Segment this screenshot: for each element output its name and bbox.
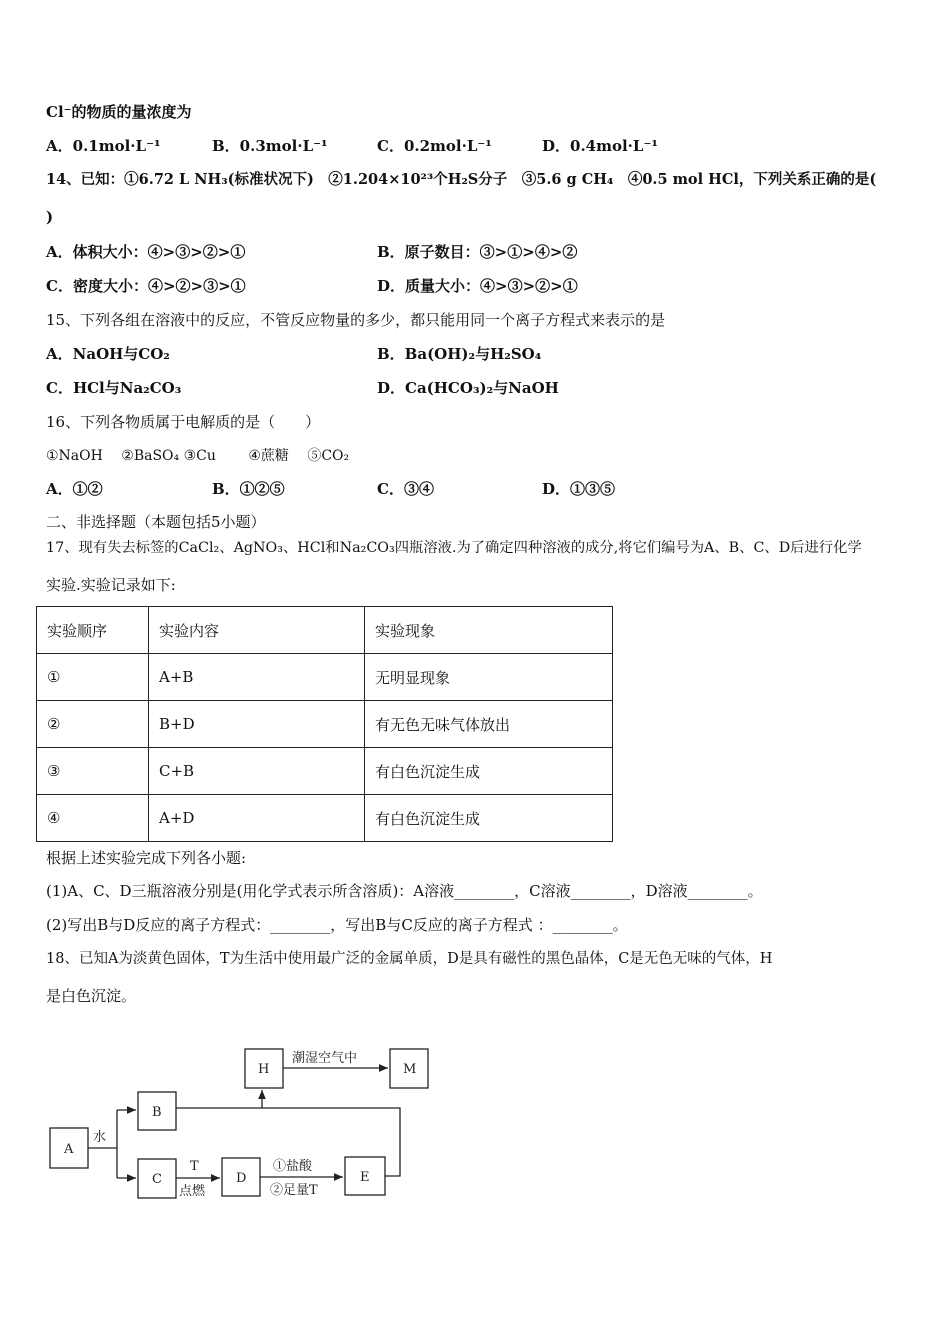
label-water: 水 — [93, 1130, 107, 1145]
cell: 有无色无味气体放出 — [365, 701, 613, 748]
q13-option-c: C．0.2mol·L⁻¹ — [377, 137, 492, 155]
q14-option-c: C．密度大小：④>②>③>① — [46, 277, 246, 295]
q14-option-d: D．质量大小：④>③>②>① — [377, 277, 578, 295]
q14-option-b: B．原子数目：③>①>④>② — [377, 243, 578, 261]
q16-option-d: D．①③⑤ — [542, 480, 616, 498]
q17-intro: 根据上述实验完成下列各小题: — [46, 849, 247, 867]
q13-option-d: D．0.4mol·L⁻¹ — [542, 137, 658, 155]
node-c: C — [152, 1172, 162, 1187]
q16-stem: 16、下列各物质属于电解质的是（ ） — [46, 413, 321, 431]
cell: ④ — [37, 795, 149, 842]
q15-stem: 15、下列各组在溶液中的反应，不管反应物量的多少，都只能用同一个离子方程式来表示的是 — [46, 311, 666, 329]
q14-stem-end: ) — [46, 208, 54, 226]
node-a: A — [64, 1142, 74, 1157]
q13-option-a: A．0.1mol·L⁻¹ — [46, 137, 161, 155]
q18-stem-line2: 是白色沉淀。 — [46, 987, 137, 1005]
node-e: E — [360, 1170, 370, 1185]
q16-option-c: C．③④ — [377, 480, 434, 498]
q17-sub1: (1)A、C、D三瓶溶液分别是(用化学式表示所含溶质)：A溶液________，C溶液________，D溶液________。 — [46, 882, 763, 900]
header-cell: 实验现象 — [365, 607, 613, 654]
q14-stem: 14、已知：①6.72 L NH₃(标准状况下) ②1.204×10²³个H₂S分子 ③5.6 g CH₄ ④0.5 mol HCl，下列关系正确的是( — [46, 171, 877, 188]
q18-stem-line1: 18、已知A为淡黄色固体，T为生活中使用最广泛的金属单质，D是具有磁性的黑色晶体，C是无色无味的气体，H — [46, 951, 773, 967]
cell: 有白色沉淀生成 — [365, 795, 613, 842]
q17-sub2: (2)写出B与D反应的离子方程式：________，写出B与C反应的离子方程式 ：________。 — [46, 916, 628, 934]
q15-option-b: B．Ba(OH)₂与H₂SO₄ — [377, 345, 542, 363]
q17-stem-line1: 17、现有失去标签的CaCl₂、AgNO₃、HCl和Na₂CO₃四瓶溶液.为了确定四种溶液的成分,将它们编号为A、B、C、D后进行化学 — [46, 540, 862, 556]
q16-items: ①NaOH ②BaSO₄ ③Cu ④蔗糖 ⑤CO₂ — [46, 448, 350, 464]
cell: ② — [37, 701, 149, 748]
q15-option-d: D．Ca(HCO₃)₂与NaOH — [377, 379, 559, 397]
q14-option-a: A．体积大小：④>③>②>① — [46, 243, 246, 261]
q15-option-a: A．NaOH与CO₂ — [46, 345, 170, 363]
label-hcl: ①盐酸 — [273, 1159, 313, 1174]
label-t: T — [190, 1159, 199, 1174]
label-moist-air: 潮湿空气中 — [292, 1051, 358, 1066]
q13-stem: Cl⁻的物质的量浓度为 — [46, 103, 192, 121]
q17-stem-line2: 实验.实验记录如下: — [46, 576, 176, 594]
cell: ③ — [37, 748, 149, 795]
header-cell: 实验内容 — [149, 607, 365, 654]
cell: ① — [37, 654, 149, 701]
label-excess-t: ②足量T — [270, 1183, 318, 1198]
node-h: H — [258, 1062, 270, 1077]
cell: C+B — [149, 748, 365, 795]
section-heading: 二、非选择题（本题包括5小题） — [46, 513, 266, 531]
cell: 有白色沉淀生成 — [365, 748, 613, 795]
cell: A+D — [149, 795, 365, 842]
label-ignite: 点燃 — [179, 1184, 206, 1199]
header-cell: 实验顺序 — [37, 607, 149, 654]
q15-option-c: C．HCl与Na₂CO₃ — [46, 379, 182, 397]
q13-option-b: B．0.3mol·L⁻¹ — [212, 137, 328, 155]
node-d: D — [236, 1171, 247, 1186]
cell: B+D — [149, 701, 365, 748]
node-b: B — [152, 1105, 162, 1120]
cell: 无明显现象 — [365, 654, 613, 701]
cell: A+B — [149, 654, 365, 701]
node-m: M — [403, 1062, 417, 1077]
q16-option-b: B．①②⑤ — [212, 480, 285, 498]
q16-option-a: A．①② — [46, 480, 103, 498]
